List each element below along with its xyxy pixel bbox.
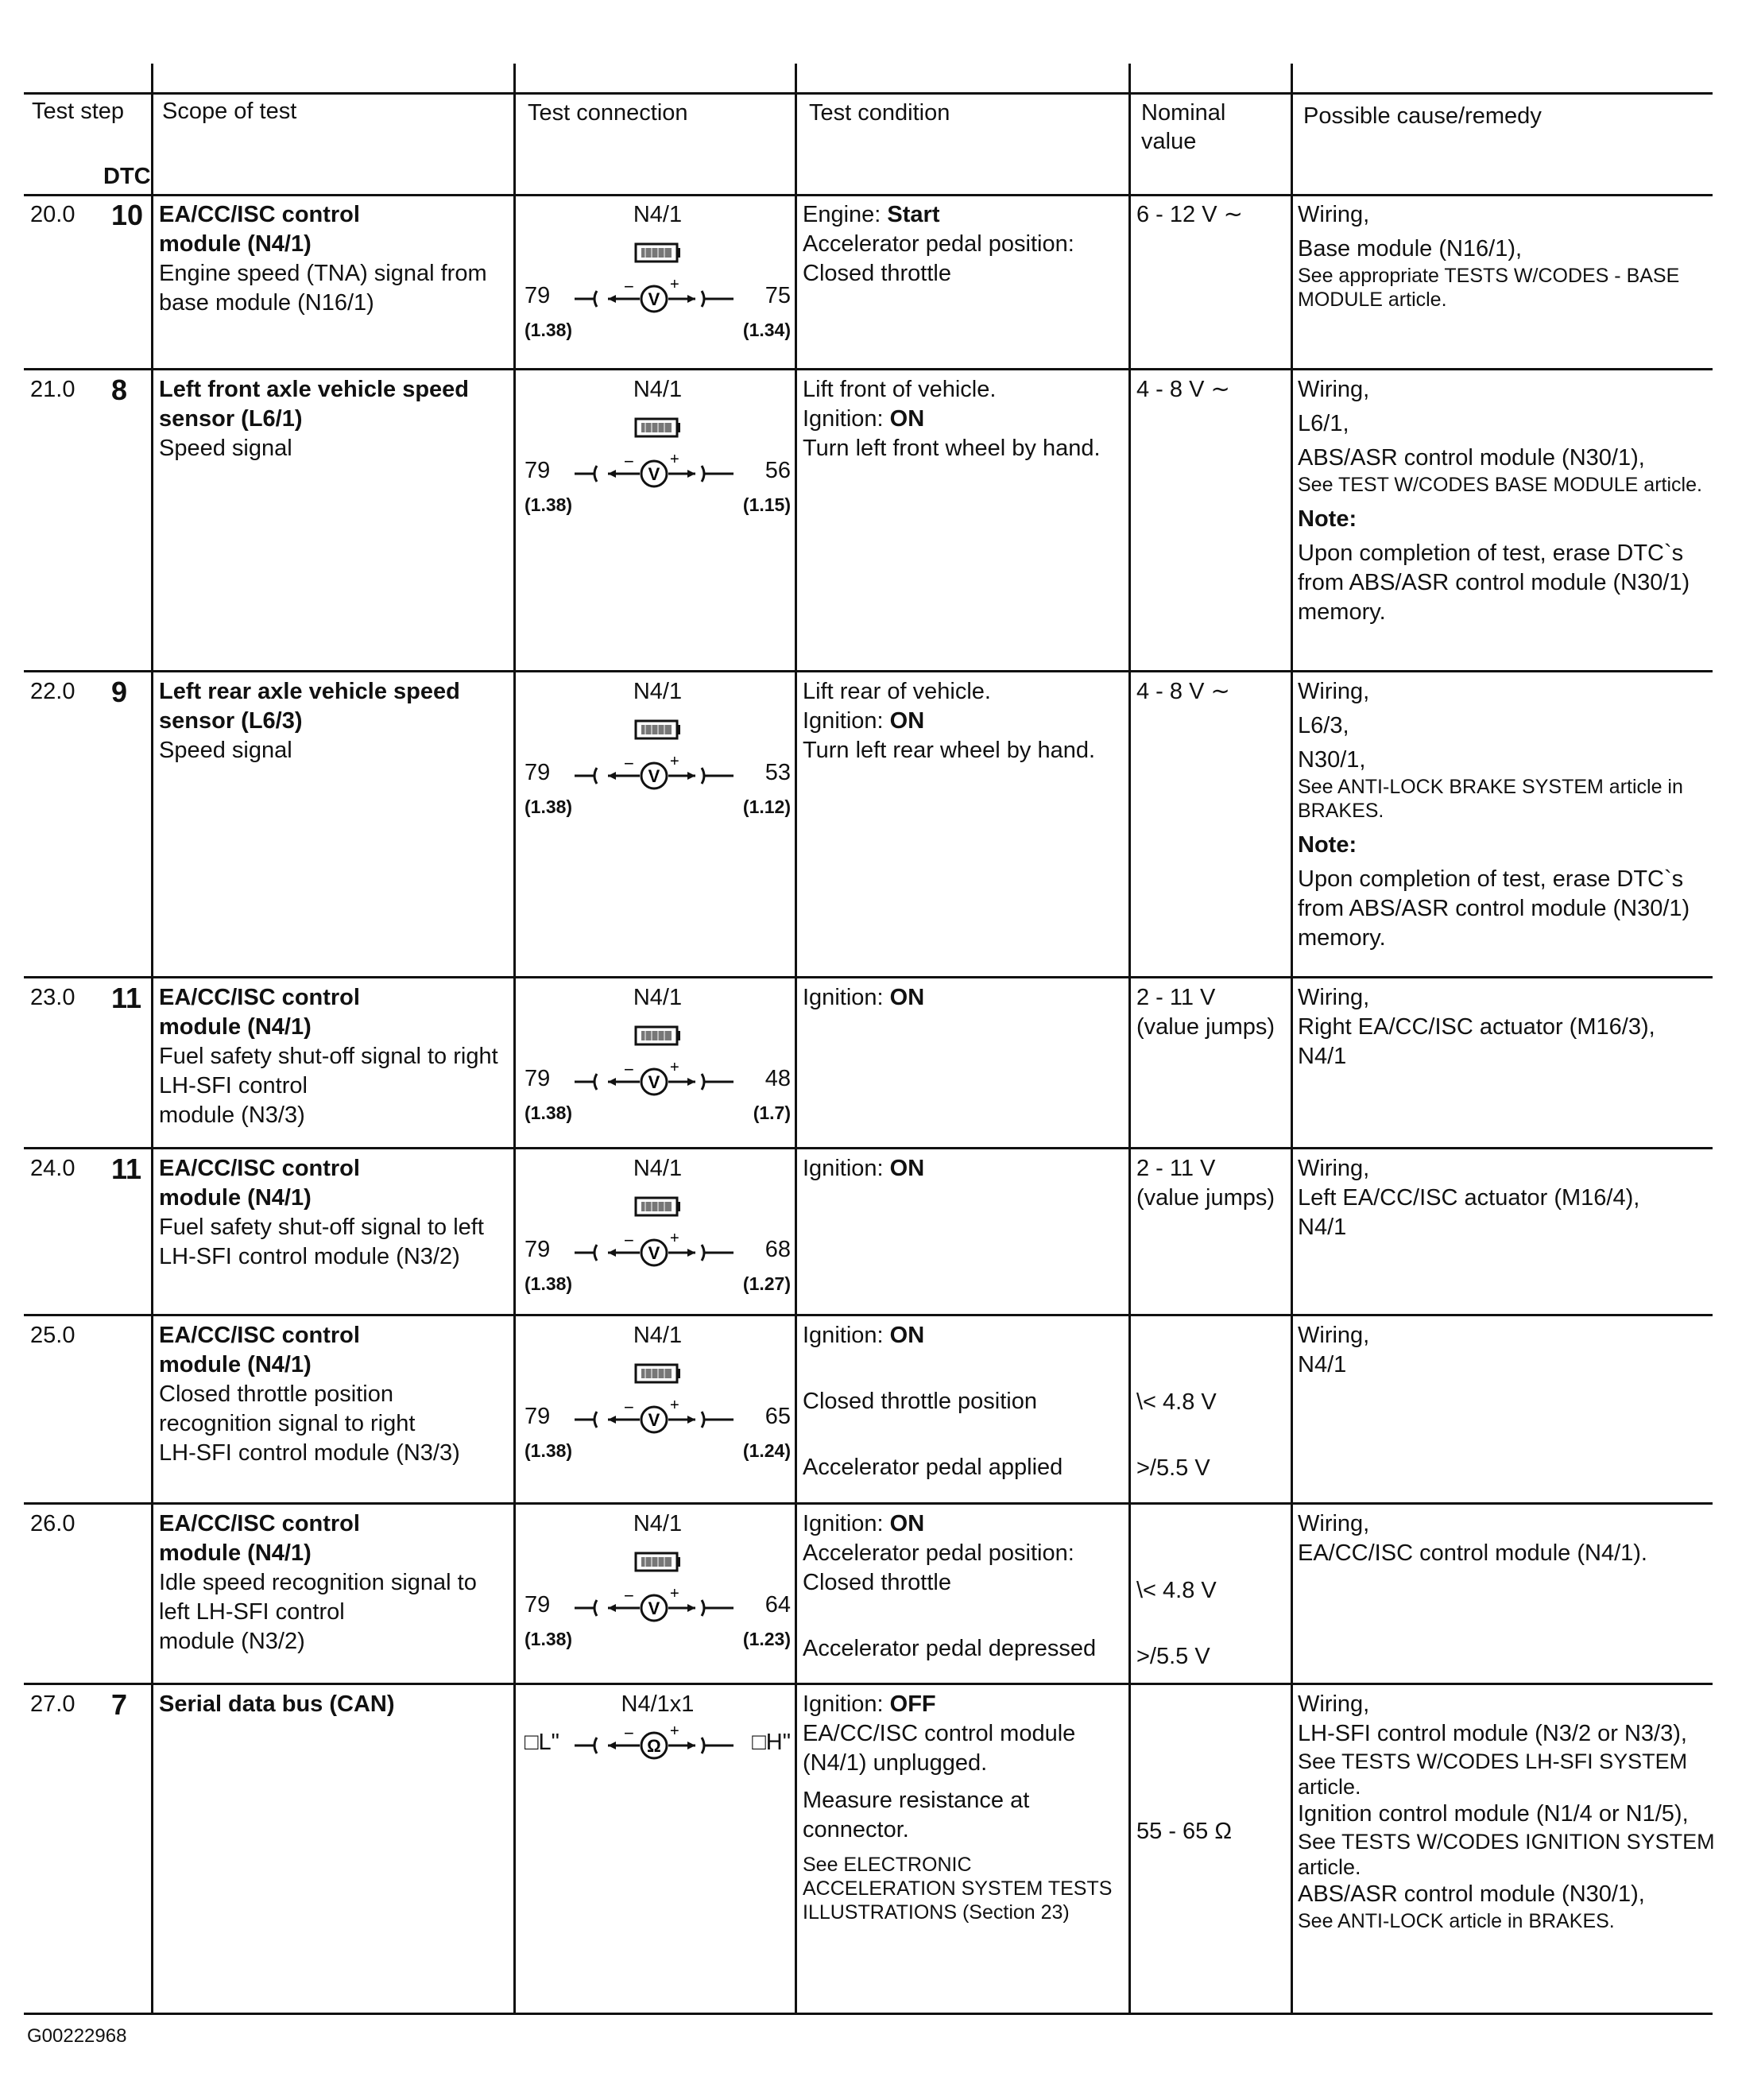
voltmeter-icon bbox=[575, 278, 734, 316]
remedy-line: N4/1 bbox=[1298, 1215, 1347, 1240]
pin-right: 64 bbox=[764, 1592, 791, 1618]
test-step-number: 24.0 bbox=[30, 1156, 75, 1181]
nominal-line: >/5.5 V bbox=[1136, 1644, 1210, 1669]
wire-size-right: (1.23) bbox=[742, 1629, 791, 1649]
nominal-line: (value jumps) bbox=[1136, 1014, 1275, 1040]
scope-description: Idle speed recognition signal to bbox=[159, 1570, 477, 1595]
connector-plug-icon bbox=[634, 1362, 680, 1386]
figure-id: G00222968 bbox=[27, 2025, 127, 2047]
svg-text:−: − bbox=[624, 755, 634, 773]
col-rule-scope bbox=[151, 64, 153, 2015]
condition-label: Turn left rear wheel by hand. bbox=[803, 738, 1096, 763]
scope-description: module (N3/2) bbox=[159, 1629, 305, 1654]
test-condition bbox=[803, 983, 1128, 1013]
dtc-code: 9 bbox=[111, 676, 128, 708]
condition-label: Engine: bbox=[803, 202, 881, 227]
remedy-line: See ANTI-LOCK BRAKE SYSTEM article in BRAKES. bbox=[1298, 776, 1683, 822]
condition-value: ON bbox=[889, 1511, 925, 1536]
connector-name: N4/1 bbox=[633, 1156, 683, 1181]
condition-line bbox=[803, 983, 1128, 1013]
test-connection bbox=[521, 677, 795, 828]
test-connection bbox=[521, 1509, 795, 1660]
remedy-line: Wiring, bbox=[1298, 1323, 1370, 1348]
possible-cause-remedy bbox=[1298, 1509, 1727, 1568]
wire-size-right: (1.15) bbox=[742, 494, 791, 515]
nominal-value bbox=[1136, 983, 1287, 1042]
remedy-note-heading: Note: bbox=[1298, 832, 1357, 858]
remedy-line: Wiring, bbox=[1298, 1511, 1370, 1536]
col-rule-remedy bbox=[1291, 64, 1293, 2015]
header-top-rule bbox=[24, 92, 1713, 95]
remedy-line: Wiring, bbox=[1298, 1156, 1370, 1181]
header-connection: Test connection bbox=[528, 100, 688, 126]
meter-symbol: V bbox=[648, 1410, 660, 1430]
test-connection bbox=[521, 1154, 795, 1305]
scope-component: Serial data bus (CAN) bbox=[159, 1691, 395, 1717]
condition-label: Ignition: bbox=[803, 1691, 884, 1717]
connector-name: N4/1 bbox=[633, 1511, 683, 1536]
remedy-line: Base module (N16/1), bbox=[1298, 236, 1523, 262]
condition-line bbox=[803, 259, 1128, 289]
header-scope: Scope of test bbox=[162, 99, 297, 124]
condition-line bbox=[803, 434, 1128, 463]
pin-right: □H" bbox=[752, 1730, 791, 1755]
meter-symbol: V bbox=[648, 289, 660, 309]
row-rule-23 bbox=[24, 1147, 1713, 1149]
condition-line bbox=[803, 1719, 1128, 1778]
scope-component: Left rear axle vehicle speed bbox=[159, 679, 460, 704]
remedy-line: Wiring, bbox=[1298, 985, 1370, 1010]
remedy-line: L6/3, bbox=[1298, 713, 1349, 738]
header-dtc: DTC bbox=[103, 164, 151, 189]
wire-size-left: (1.38) bbox=[524, 320, 573, 340]
condition-line bbox=[803, 1853, 1128, 1924]
pin-right: 48 bbox=[764, 1066, 791, 1091]
dtc-code: 11 bbox=[111, 982, 142, 1014]
nominal-line: 4 - 8 V ∼ bbox=[1136, 377, 1230, 402]
wire-size-left: (1.38) bbox=[524, 796, 573, 817]
voltmeter-icon bbox=[575, 755, 734, 793]
nominal-value bbox=[1136, 1509, 1287, 1672]
condition-label: See ELECTRONIC ACCELERATION SYSTEM TESTS ILLUSTRATIONS (Section 23) bbox=[803, 1854, 1113, 1924]
nominal-line: 55 - 65 Ω bbox=[1136, 1819, 1233, 1844]
test-condition bbox=[803, 1154, 1128, 1184]
remedy-note-heading: Note: bbox=[1298, 506, 1357, 532]
voltmeter-icon bbox=[575, 453, 734, 491]
scope-component: module (N4/1) bbox=[159, 1352, 312, 1377]
condition-line bbox=[803, 1539, 1128, 1568]
scope-of-test bbox=[159, 375, 517, 463]
possible-cause-remedy bbox=[1298, 375, 1727, 627]
condition-value: ON bbox=[889, 985, 925, 1010]
test-condition bbox=[803, 375, 1128, 463]
condition-label: Ignition: bbox=[803, 1156, 884, 1181]
pin-right: 75 bbox=[764, 283, 791, 308]
row-rule-22 bbox=[24, 976, 1713, 978]
svg-text:+: + bbox=[670, 1399, 679, 1414]
wire-size-right: (1.12) bbox=[742, 796, 791, 817]
svg-text:+: + bbox=[670, 1725, 679, 1740]
pin-right: 53 bbox=[764, 760, 791, 785]
remedy-line: Upon completion of test, erase DTC`s from ABS/ASR control module (N30/1) memory. bbox=[1298, 540, 1690, 625]
scope-of-test bbox=[159, 983, 517, 1130]
scope-component: Left front axle vehicle speed bbox=[159, 377, 470, 402]
condition-line bbox=[803, 1453, 1128, 1482]
voltmeter-icon bbox=[575, 1587, 734, 1625]
meter-symbol: V bbox=[648, 1072, 660, 1092]
remedy-line: See TESTS W/CODES IGNITION SYSTEM article. bbox=[1298, 1830, 1715, 1879]
connector-plug-icon bbox=[634, 1551, 680, 1575]
scope-description: LH-SFI control module (N3/3) bbox=[159, 1440, 460, 1466]
scope-description: Closed throttle position bbox=[159, 1381, 393, 1407]
condition-label: Accelerator pedal position: bbox=[803, 231, 1074, 257]
condition-label: Measure resistance at connector. bbox=[803, 1788, 1030, 1842]
condition-label: Ignition: bbox=[803, 1511, 884, 1536]
meter-symbol: V bbox=[648, 766, 660, 786]
test-step-number: 23.0 bbox=[30, 985, 75, 1010]
scope-component: module (N4/1) bbox=[159, 1014, 312, 1040]
pin-right: 56 bbox=[764, 458, 791, 483]
condition-line bbox=[803, 1387, 1128, 1416]
scope-description: LH-SFI control module (N3/2) bbox=[159, 1244, 460, 1269]
nominal-line: 4 - 8 V ∼ bbox=[1136, 679, 1230, 704]
row-rule-20 bbox=[24, 368, 1713, 370]
svg-text:−: − bbox=[624, 1061, 634, 1079]
connector-plug-icon bbox=[634, 1195, 680, 1219]
pin-left: 79 bbox=[524, 283, 551, 308]
wire-size-left: (1.38) bbox=[524, 1440, 573, 1461]
remedy-line: See TEST W/CODES BASE MODULE article. bbox=[1298, 474, 1702, 496]
connector-plug-icon bbox=[634, 417, 680, 440]
condition-line bbox=[803, 1321, 1128, 1350]
dtc-code: 10 bbox=[111, 199, 144, 231]
possible-cause-remedy bbox=[1298, 200, 1727, 312]
condition-label: Ignition: bbox=[803, 406, 884, 432]
test-condition bbox=[803, 1321, 1128, 1482]
condition-line bbox=[803, 1154, 1128, 1184]
table-bottom-rule bbox=[24, 2013, 1713, 2015]
nominal-value bbox=[1136, 1690, 1287, 1846]
voltmeter-icon bbox=[575, 1061, 734, 1099]
remedy-line: Wiring, bbox=[1298, 202, 1370, 227]
col-rule-condition bbox=[795, 64, 797, 2015]
pin-left: 79 bbox=[524, 1237, 551, 1262]
svg-text:+: + bbox=[670, 1587, 679, 1602]
voltmeter-icon bbox=[575, 1232, 734, 1270]
condition-line bbox=[803, 1509, 1128, 1539]
nominal-line: \< 4.8 V bbox=[1136, 1389, 1217, 1415]
wire-size-right: (1.24) bbox=[742, 1440, 791, 1461]
nominal-value bbox=[1136, 677, 1287, 707]
svg-text:−: − bbox=[624, 1399, 634, 1417]
wire-size-left: (1.38) bbox=[524, 1102, 573, 1123]
nominal-value bbox=[1136, 1321, 1287, 1483]
condition-label: Lift rear of vehicle. bbox=[803, 679, 991, 704]
condition-label: Accelerator pedal depressed bbox=[803, 1636, 1097, 1661]
remedy-line: N4/1 bbox=[1298, 1044, 1347, 1069]
meter-symbol: V bbox=[648, 1598, 660, 1618]
test-step-number: 20.0 bbox=[30, 202, 75, 227]
svg-text:−: − bbox=[624, 278, 634, 296]
nominal-line: (value jumps) bbox=[1136, 1185, 1275, 1211]
condition-label: Ignition: bbox=[803, 708, 884, 734]
svg-text:−: − bbox=[624, 453, 634, 471]
scope-component: sensor (L6/1) bbox=[159, 406, 303, 432]
remedy-line: Wiring, bbox=[1298, 1691, 1370, 1717]
scope-component: EA/CC/ISC control bbox=[159, 1156, 360, 1181]
remedy-line: EA/CC/ISC control module (N4/1). bbox=[1298, 1540, 1647, 1566]
scope-component: module (N4/1) bbox=[159, 1185, 312, 1211]
condition-line bbox=[803, 677, 1128, 707]
pin-left: 79 bbox=[524, 1404, 551, 1429]
condition-label: Lift front of vehicle. bbox=[803, 377, 997, 402]
test-condition bbox=[803, 1690, 1128, 1924]
remedy-line: See ANTI-LOCK article in BRAKES. bbox=[1298, 1910, 1615, 1932]
condition-value: ON bbox=[889, 1156, 925, 1181]
remedy-line: Upon completion of test, erase DTC`s from ABS/ASR control module (N30/1) memory. bbox=[1298, 866, 1690, 951]
pin-left: 79 bbox=[524, 1592, 551, 1618]
possible-cause-remedy bbox=[1298, 1154, 1727, 1242]
scope-of-test bbox=[159, 1154, 517, 1272]
dtc-code: 11 bbox=[111, 1153, 142, 1185]
ohmmeter-icon bbox=[575, 1725, 734, 1763]
test-condition bbox=[803, 677, 1128, 765]
row-rule-26 bbox=[24, 1683, 1713, 1685]
remedy-line: Left EA/CC/ISC actuator (M16/4), bbox=[1298, 1185, 1640, 1211]
connector-name: N4/1 bbox=[633, 202, 683, 227]
condition-label: Closed throttle position bbox=[803, 1389, 1037, 1414]
test-step-number: 21.0 bbox=[30, 377, 75, 402]
possible-cause-remedy bbox=[1298, 1321, 1727, 1380]
scope-description: module (N3/3) bbox=[159, 1102, 305, 1128]
test-condition bbox=[803, 1509, 1128, 1664]
condition-label: Turn left front wheel by hand. bbox=[803, 436, 1101, 461]
svg-text:+: + bbox=[670, 755, 679, 770]
dtc-code: 7 bbox=[111, 1688, 128, 1721]
pin-left: 79 bbox=[524, 1066, 551, 1091]
scope-description: Speed signal bbox=[159, 436, 292, 461]
nominal-line: 2 - 11 V bbox=[1136, 985, 1216, 1010]
meter-symbol: V bbox=[648, 464, 660, 484]
test-connection bbox=[521, 1690, 795, 1841]
row-rule-25 bbox=[24, 1502, 1713, 1505]
scope-description: LH-SFI control bbox=[159, 1073, 308, 1098]
scope-of-test bbox=[159, 677, 517, 765]
remedy-line: LH-SFI control module (N3/2 or N3/3), bbox=[1298, 1721, 1687, 1746]
scope-description: Fuel safety shut-off signal to right bbox=[159, 1044, 498, 1069]
svg-text:−: − bbox=[624, 1232, 634, 1250]
voltmeter-icon bbox=[575, 1399, 734, 1437]
scope-of-test bbox=[159, 1690, 517, 1719]
nominal-line: 2 - 11 V bbox=[1136, 1156, 1216, 1181]
wire-size-left: (1.38) bbox=[524, 494, 573, 515]
test-connection bbox=[521, 200, 795, 351]
condition-label: EA/CC/ISC control module (N4/1) unplugged. bbox=[803, 1721, 1076, 1776]
pin-right: 65 bbox=[764, 1404, 791, 1429]
svg-text:+: + bbox=[670, 1232, 679, 1247]
condition-line bbox=[803, 375, 1128, 405]
condition-label: Accelerator pedal position: bbox=[803, 1540, 1074, 1566]
pin-right: 68 bbox=[764, 1237, 791, 1262]
test-step-number: 26.0 bbox=[30, 1511, 75, 1536]
condition-value: OFF bbox=[889, 1691, 936, 1717]
remedy-line: ABS/ASR control module (N30/1), bbox=[1298, 1881, 1645, 1907]
svg-text:−: − bbox=[624, 1587, 634, 1606]
condition-line bbox=[803, 230, 1128, 259]
test-step-number: 22.0 bbox=[30, 679, 75, 704]
condition-value: ON bbox=[889, 406, 925, 432]
condition-line bbox=[803, 1786, 1128, 1845]
test-condition bbox=[803, 200, 1128, 289]
nominal-value bbox=[1136, 375, 1287, 405]
condition-value: ON bbox=[889, 708, 925, 734]
test-connection bbox=[521, 1321, 795, 1472]
scope-description: recognition signal to right bbox=[159, 1411, 416, 1436]
condition-label: Closed throttle bbox=[803, 1570, 951, 1595]
wire-size-right: (1.27) bbox=[742, 1273, 791, 1294]
header-nominal: Nominal value bbox=[1141, 100, 1226, 154]
condition-line bbox=[803, 405, 1128, 434]
nominal-line: 6 - 12 V ∼ bbox=[1136, 202, 1243, 227]
svg-text:+: + bbox=[670, 453, 679, 468]
possible-cause-remedy bbox=[1298, 983, 1727, 1071]
condition-label: Ignition: bbox=[803, 985, 884, 1010]
condition-line bbox=[803, 1634, 1128, 1664]
connector-plug-icon bbox=[634, 719, 680, 742]
test-connection bbox=[521, 983, 795, 1134]
nominal-value bbox=[1136, 1154, 1287, 1213]
nominal-line: \< 4.8 V bbox=[1136, 1578, 1217, 1603]
condition-line bbox=[803, 707, 1128, 736]
wire-size-left: (1.38) bbox=[524, 1273, 573, 1294]
possible-cause-remedy bbox=[1298, 677, 1727, 953]
condition-line bbox=[803, 1690, 1128, 1719]
pin-left: 79 bbox=[524, 458, 551, 483]
remedy-line: N30/1, bbox=[1298, 747, 1366, 773]
remedy-line: See TESTS W/CODES LH-SFI SYSTEM article. bbox=[1298, 1749, 1688, 1799]
remedy-line: ABS/ASR control module (N30/1), bbox=[1298, 445, 1645, 471]
pin-left: 79 bbox=[524, 760, 551, 785]
connector-name: N4/1x1 bbox=[621, 1691, 695, 1717]
test-step-number: 25.0 bbox=[30, 1323, 75, 1348]
condition-label: Ignition: bbox=[803, 1323, 884, 1348]
test-step-number: 27.0 bbox=[30, 1691, 75, 1717]
header-test-step: Test step bbox=[32, 99, 125, 124]
wire-size-right: (1.34) bbox=[742, 320, 791, 340]
meter-symbol: V bbox=[648, 1243, 660, 1263]
remedy-line: N4/1 bbox=[1298, 1352, 1347, 1377]
header-remedy: Possible cause/remedy bbox=[1303, 103, 1542, 129]
connector-name: N4/1 bbox=[633, 985, 683, 1010]
condition-line bbox=[803, 200, 1128, 230]
remedy-line: L6/1, bbox=[1298, 411, 1349, 436]
scope-description: Engine speed (TNA) signal from bbox=[159, 261, 487, 286]
scope-component: EA/CC/ISC control bbox=[159, 202, 360, 227]
wire-size-left: (1.38) bbox=[524, 1629, 573, 1649]
connector-name: N4/1 bbox=[633, 1323, 683, 1348]
condition-line bbox=[803, 736, 1128, 765]
connector-name: N4/1 bbox=[633, 377, 683, 402]
connector-name: N4/1 bbox=[633, 679, 683, 704]
wire-size-right: (1.7) bbox=[753, 1102, 791, 1123]
meter-symbol: Ω bbox=[647, 1736, 661, 1756]
nominal-line: >/5.5 V bbox=[1136, 1455, 1210, 1481]
svg-text:−: − bbox=[624, 1725, 634, 1743]
scope-of-test bbox=[159, 200, 517, 318]
scope-component: sensor (L6/3) bbox=[159, 708, 303, 734]
scope-component: EA/CC/ISC control bbox=[159, 1323, 360, 1348]
row-rule-21 bbox=[24, 670, 1713, 672]
scope-description: Speed signal bbox=[159, 738, 292, 763]
scope-component: EA/CC/ISC control bbox=[159, 985, 360, 1010]
remedy-line: Right EA/CC/ISC actuator (M16/3), bbox=[1298, 1014, 1655, 1040]
scope-of-test bbox=[159, 1321, 517, 1468]
header-condition: Test condition bbox=[809, 100, 950, 126]
test-connection bbox=[521, 375, 795, 526]
svg-text:+: + bbox=[670, 278, 679, 293]
scope-component: module (N4/1) bbox=[159, 231, 312, 257]
condition-label: Accelerator pedal applied bbox=[803, 1455, 1063, 1480]
pin-left: □L" bbox=[524, 1730, 559, 1755]
possible-cause-remedy bbox=[1298, 1690, 1727, 1933]
col-rule-nominal bbox=[1128, 64, 1131, 2015]
header-bottom-rule bbox=[24, 194, 1713, 196]
nominal-value bbox=[1136, 200, 1287, 230]
scope-description: left LH-SFI control bbox=[159, 1599, 345, 1625]
row-rule-24 bbox=[24, 1314, 1713, 1316]
condition-line bbox=[803, 1568, 1128, 1598]
condition-label: Closed throttle bbox=[803, 261, 951, 286]
connector-plug-icon bbox=[634, 1025, 680, 1048]
remedy-line: Ignition control module (N1/4 or N1/5), bbox=[1298, 1801, 1689, 1827]
condition-value: Start bbox=[887, 202, 940, 227]
scope-of-test bbox=[159, 1509, 517, 1656]
scope-description: Fuel safety shut-off signal to left bbox=[159, 1215, 484, 1240]
scope-component: module (N4/1) bbox=[159, 1540, 312, 1566]
scope-component: EA/CC/ISC control bbox=[159, 1511, 360, 1536]
connector-plug-icon bbox=[634, 242, 680, 265]
scope-description: base module (N16/1) bbox=[159, 290, 374, 316]
remedy-line: Wiring, bbox=[1298, 679, 1370, 704]
condition-value: ON bbox=[889, 1323, 925, 1348]
dtc-code: 8 bbox=[111, 374, 128, 406]
remedy-line: Wiring, bbox=[1298, 377, 1370, 402]
svg-text:+: + bbox=[670, 1061, 679, 1076]
remedy-line: See appropriate TESTS W/CODES - BASE MODULE article. bbox=[1298, 265, 1680, 311]
